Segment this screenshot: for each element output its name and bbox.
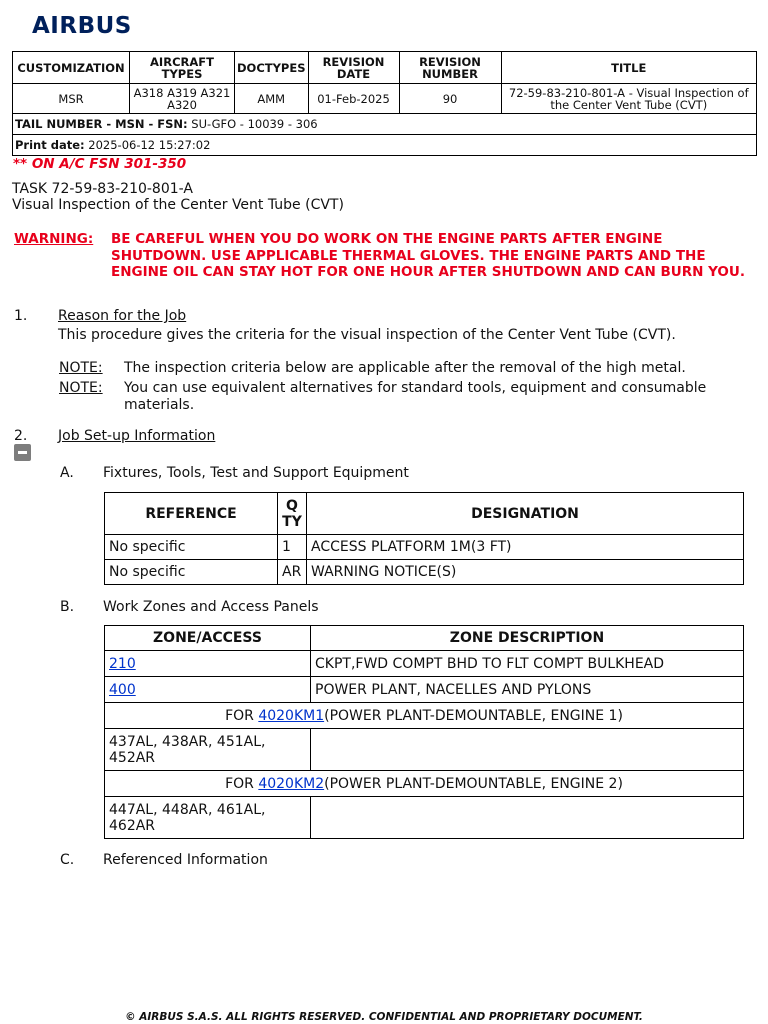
task-id: TASK 72-59-83-210-801-A xyxy=(12,181,193,197)
print-date-value: 2025-06-12 15:27:02 xyxy=(84,138,211,152)
print-date-label: Print date: xyxy=(15,138,85,152)
header-col-title: TITLE xyxy=(501,52,756,84)
section-1-body: This procedure gives the criteria for the visual inspection of the Center Vent Tube (CVT). xyxy=(58,327,676,343)
table-row xyxy=(105,651,744,677)
note-1-text: The inspection criteria below are applicable after the removal of the high metal. xyxy=(124,360,686,376)
engine-1-condition xyxy=(105,703,744,729)
table-row xyxy=(105,703,744,729)
note-2 xyxy=(59,380,749,414)
table-row xyxy=(105,677,744,703)
empty-cell xyxy=(311,729,744,771)
tool-designation: WARNING NOTICE(S) xyxy=(307,560,744,585)
config-4020km1-link[interactable]: 4020KM1 xyxy=(258,707,325,724)
note-1 xyxy=(59,360,749,377)
zones-table xyxy=(104,625,744,839)
aircraft-types-value: A318 A319 A321 A320 xyxy=(130,84,235,114)
section-2-heading: Job Set-up Information xyxy=(58,428,216,444)
note-1-label: NOTE: xyxy=(59,360,103,376)
subsection-c-letter: C. xyxy=(60,852,75,868)
engine-1-panels: 437AL, 438AR, 451AL, 452AR xyxy=(105,729,311,771)
note-2-text: You can use equivalent alternatives for standard tools, equipment and consumable materials. xyxy=(124,380,707,413)
revision-date-value: 01-Feb-2025 xyxy=(308,84,399,114)
tool-reference: No specific xyxy=(105,560,278,585)
tool-reference: No specific xyxy=(105,535,278,560)
warning-text: BE CAREFUL WHEN YOU DO WORK ON THE ENGINE PARTS AFTER ENGINE SHUTDOWN. USE APPLICABLE THERMAL GLOVES. THE ENGINE PARTS AND THE ENGINE OIL CAN STAY HOT FOR ONE HOUR AFTER SHUTDOWN AND CAN BURN YOU. xyxy=(111,231,745,280)
task-heading xyxy=(12,181,344,213)
subsection-a-letter: A. xyxy=(60,465,74,481)
tools-col-designation: DESIGNATION xyxy=(307,493,744,535)
table-row xyxy=(105,729,744,771)
tail-number-label: TAIL NUMBER - MSN - FSN: xyxy=(15,117,188,131)
header-col-revision-number: REVISION NUMBER xyxy=(399,52,501,84)
for-prefix: FOR xyxy=(225,775,259,792)
tool-designation: ACCESS PLATFORM 1M(3 FT) xyxy=(307,535,744,560)
subsection-a-heading: Fixtures, Tools, Test and Support Equipment xyxy=(103,465,409,481)
section-1-heading: Reason for the Job xyxy=(58,308,187,324)
engine-2-condition xyxy=(105,771,744,797)
zone-210-link[interactable]: 210 xyxy=(109,655,136,672)
table-row xyxy=(105,535,744,560)
section-2-number: 2. xyxy=(14,428,28,444)
section-1-number: 1. xyxy=(14,308,28,324)
tools-col-qty: Q TY xyxy=(278,493,307,535)
header-col-doctypes: DOCTYPES xyxy=(235,52,309,84)
subsection-b-heading: Work Zones and Access Panels xyxy=(103,599,319,615)
print-date-row xyxy=(13,135,757,156)
engine-2-panels: 447AL, 448AR, 461AL, 462AR xyxy=(105,797,311,839)
collapse-section-button[interactable] xyxy=(14,444,31,461)
tail-number-value: SU-GFO - 10039 - 306 xyxy=(187,117,318,131)
doctype-value: AMM xyxy=(235,84,309,114)
zones-col-zone-access: ZONE/ACCESS xyxy=(105,626,311,651)
copyright-footer: © AIRBUS S.A.S. ALL RIGHTS RESERVED. CONFIDENTIAL AND PROPRIETARY DOCUMENT. xyxy=(125,1011,643,1023)
empty-cell xyxy=(311,797,744,839)
tool-qty: 1 xyxy=(278,535,307,560)
zone-400-link[interactable]: 400 xyxy=(109,681,136,698)
effectivity-note: ** ON A/C FSN 301-350 xyxy=(13,156,187,172)
header-col-revision-date: REVISION DATE xyxy=(308,52,399,84)
tools-table xyxy=(104,492,744,585)
table-row xyxy=(105,560,744,585)
tool-qty: AR xyxy=(278,560,307,585)
config-description: (POWER PLANT-DEMOUNTABLE, ENGINE 1) xyxy=(324,707,623,724)
warning-block xyxy=(14,231,754,281)
for-prefix: FOR xyxy=(225,707,259,724)
zone-description: CKPT,FWD COMPT BHD TO FLT COMPT BULKHEAD xyxy=(311,651,744,677)
document-header-table xyxy=(12,51,757,156)
title-value: 72-59-83-210-801-A - Visual Inspection of the Center Vent Tube (CVT) xyxy=(501,84,756,114)
task-title: Visual Inspection of the Center Vent Tube (CVT) xyxy=(12,197,344,213)
note-2-label: NOTE: xyxy=(59,380,103,396)
subsection-c-heading: Referenced Information xyxy=(103,852,268,868)
customization-value: MSR xyxy=(13,84,130,114)
warning-label: WARNING: xyxy=(14,231,94,247)
subsection-b-letter: B. xyxy=(60,599,75,615)
header-col-customization: CUSTOMIZATION xyxy=(13,52,130,84)
header-col-aircraft-types: AIRCRAFT TYPES xyxy=(130,52,235,84)
config-description: (POWER PLANT-DEMOUNTABLE, ENGINE 2) xyxy=(324,775,623,792)
zone-description: POWER PLANT, NACELLES AND PYLONS xyxy=(311,677,744,703)
airbus-logo: AIRBUS xyxy=(32,13,132,39)
zones-col-zone-description: ZONE DESCRIPTION xyxy=(311,626,744,651)
table-row xyxy=(105,797,744,839)
table-row xyxy=(105,771,744,797)
tail-number-row xyxy=(13,114,757,135)
config-4020km2-link[interactable]: 4020KM2 xyxy=(258,775,325,792)
revision-number-value: 90 xyxy=(399,84,501,114)
tools-col-reference: REFERENCE xyxy=(105,493,278,535)
